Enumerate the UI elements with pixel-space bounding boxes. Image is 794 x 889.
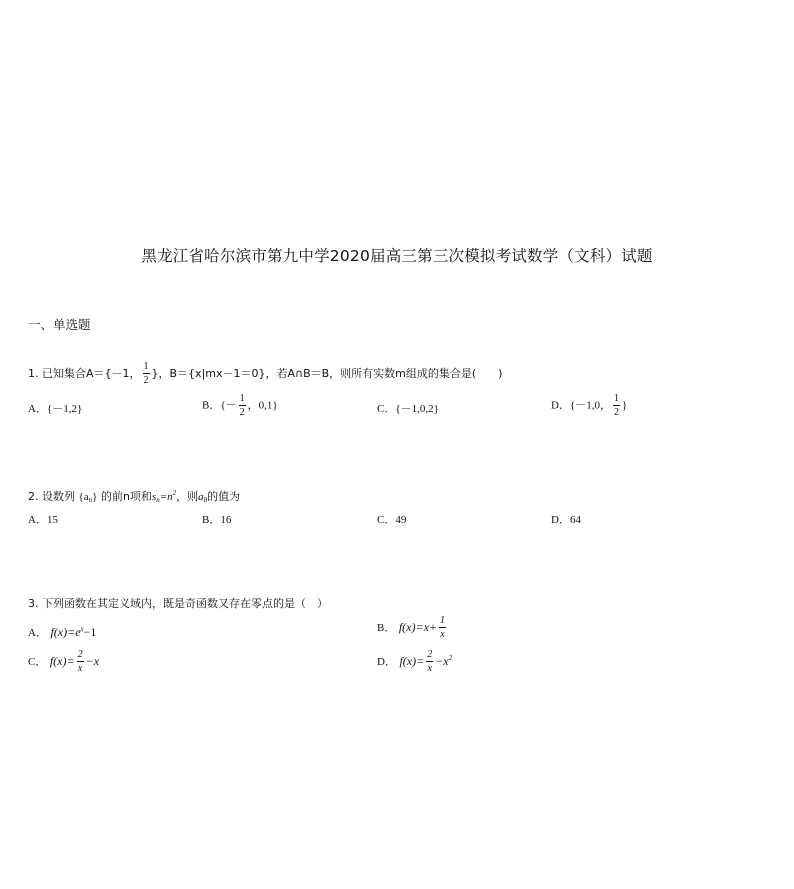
q3-option-a [28,624,96,640]
q1-frac-den: 2 [143,375,149,386]
q2-sn: s [151,491,157,503]
q2-seq-close: } [92,491,98,503]
q2-a8 [198,491,207,503]
q2-stem-part-b: 的前n项和 [100,490,152,503]
q1-option-d [551,394,627,418]
q1-option-b-num: 1 [239,393,245,404]
q2-a8-base: a [198,491,204,503]
q3-c-den: x [77,663,83,674]
q3-option-d-label: D． [377,656,396,668]
q3-c-tail: −x [85,654,100,668]
q3-option-c [28,650,99,674]
q3-option-a-expr [50,625,96,639]
q3-option-b [377,616,448,640]
q1-option-d-post: } [621,399,628,412]
q1-option-b-pre: B．{－ [202,399,237,412]
q1-stem-part-b: }，B＝{x|mx－1＝0}，若A∩B＝B，则所有实数m组成的集合是( ) [151,367,503,380]
q1-fraction [143,362,150,386]
q2-sequence [79,491,98,503]
q3-b-fraction [439,616,446,640]
q3-c-num: 2 [77,649,83,660]
q2-option-a: A．15 [28,514,58,526]
q1-option-d-fraction [613,394,620,418]
q2-a8-sub: 8 [203,496,208,504]
q3-c-expr: f(x)= [49,654,75,668]
q2-sn-sup: 2 [172,489,177,497]
q1-option-b-fraction [239,394,246,418]
q1-option-a: A．{－1,2} [28,403,83,415]
q1-stem-part-a: 1. 已知集合A＝{－1， [28,367,141,380]
q3-b-num: 1 [440,615,446,626]
q2-stem-part-d: 的值为 [207,490,241,503]
q3-d-sup: 2 [448,654,453,662]
q3-a-tail: −1 [83,625,97,639]
q3-option-a-label: A． [28,627,47,639]
q3-d-num: 2 [427,649,433,660]
q1-option-c: C．{－1,0,2} [377,403,439,415]
q3-c-fraction [77,650,84,674]
q3-option-b-label: B． [377,622,396,634]
q2-sn-sub: n [156,496,160,504]
q3-d-fraction [426,650,433,674]
q3-a-sup: x [80,625,84,633]
q1-option-d-den: 2 [613,407,619,418]
document-title: 黑龙江省哈尔滨市第九中学2020届高三第三次模拟考试数学（文科）试题 [141,247,653,265]
q2-option-d: D．64 [551,514,581,526]
q3-b-den: x [440,629,445,640]
q2-option-b: B．16 [202,514,232,526]
q2-sum-expr [152,491,176,503]
q2-seq-sub: n [88,496,93,504]
q2-option-c: C．49 [377,514,407,526]
q3-a-expr-main: f(x)=e [50,625,81,639]
q1-frac-num: 1 [143,361,149,372]
question-2-stem [28,488,240,504]
q3-d-tail [435,654,452,668]
q3-option-c-label: C． [28,656,47,668]
q1-option-d-pre: D．{－1,0， [551,399,611,412]
q1-option-b [202,394,278,418]
section-heading: 一、单选题 [28,317,91,332]
q3-d-den: x [427,663,432,674]
q1-option-b-post: ，0,1} [247,399,278,412]
q2-stem-part-c: ，则 [176,490,199,503]
q2-sn-eq: =n [159,491,173,503]
q3-d-expr: f(x)= [399,654,425,668]
q2-stem-part-a: 2. 设数列 [28,490,75,503]
q1-option-b-den: 2 [239,407,245,418]
question-1-stem [28,362,502,386]
q2-seq-open: {a [78,491,89,503]
q1-option-d-num: 1 [613,393,619,404]
q3-option-d [377,650,452,674]
question-3-stem: 3. 下列函数在其定义域内，既是奇函数又存在零点的是（ ） [28,597,328,610]
q3-b-expr: f(x)=x+ [398,620,438,634]
q3-d-tail-main: −x [435,654,449,668]
